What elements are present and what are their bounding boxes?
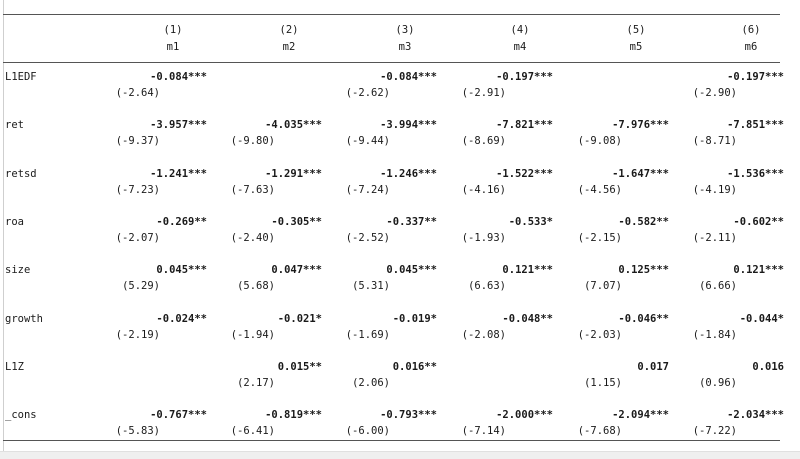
- coefficient-cell: -0.337**: [386, 215, 437, 228]
- t-stat-cell: (-2.19): [115, 328, 160, 341]
- column-number: (3): [395, 24, 415, 36]
- coefficient-cell: 0.045***: [156, 264, 207, 277]
- coefficient-cell: 0.016: [752, 360, 784, 373]
- t-stat-cell: (7.07): [584, 280, 622, 293]
- coefficient-cell: -0.084***: [380, 71, 437, 83]
- row-label: growth: [5, 312, 43, 325]
- t-stat-cell: (-7.68): [577, 425, 622, 438]
- coefficient-cell: -0.046**: [618, 312, 669, 325]
- table-left-edge: [3, 0, 4, 452]
- coefficient-cell: -1.241***: [150, 167, 207, 180]
- t-stat-cell: (-8.69): [461, 135, 506, 148]
- column-number: (6): [741, 24, 761, 36]
- row-label: roa: [5, 215, 24, 228]
- t-stat-cell: (1.15): [584, 376, 622, 389]
- coefficient-cell: -0.533*: [508, 215, 553, 228]
- t-stat-cell: (-2.15): [577, 231, 622, 244]
- t-stat-cell: (-5.83): [115, 425, 160, 438]
- row-label: L1Z: [5, 360, 24, 373]
- coefficient-cell: -0.305**: [271, 215, 322, 228]
- t-stat-cell: (-2.07): [115, 231, 160, 244]
- coefficient-cell: -0.269**: [156, 215, 207, 228]
- coefficient-cell: 0.125***: [618, 264, 669, 277]
- t-stat-cell: (-1.94): [230, 328, 275, 341]
- t-stat-cell: (5.68): [237, 280, 275, 293]
- column-number: (1): [163, 24, 183, 36]
- t-stat-cell: (-1.84): [692, 328, 737, 341]
- t-stat-cell: (-4.16): [461, 183, 506, 196]
- t-stat-cell: (-6.41): [230, 425, 275, 438]
- t-stat-cell: (-9.08): [577, 135, 622, 148]
- coefficient-cell: -1.647***: [612, 167, 669, 180]
- coefficient-cell: -4.035***: [265, 119, 322, 132]
- coefficient-cell: 0.045***: [386, 264, 437, 277]
- coefficient-cell: -1.522***: [496, 167, 553, 180]
- t-stat-cell: (-7.14): [461, 425, 506, 438]
- coefficient-cell: -0.197***: [496, 71, 553, 83]
- coefficient-cell: -0.044*: [739, 312, 784, 325]
- coefficient-cell: 0.016**: [392, 360, 437, 373]
- header-rule: [3, 62, 780, 63]
- column-name: m3: [398, 41, 412, 53]
- bottom-rule: [3, 440, 780, 441]
- row-label: retsd: [5, 167, 37, 180]
- t-stat-cell: (2.17): [237, 376, 275, 389]
- coefficient-cell: -0.582**: [618, 215, 669, 228]
- coefficient-cell: -1.291***: [265, 167, 322, 180]
- t-stat-cell: (-2.52): [345, 231, 390, 244]
- coefficient-cell: -2.034***: [727, 409, 784, 422]
- t-stat-cell: (-2.91): [461, 87, 506, 99]
- coefficient-cell: -0.048**: [502, 312, 553, 325]
- coefficient-cell: -3.957***: [150, 119, 207, 132]
- t-stat-cell: (-9.37): [115, 135, 160, 148]
- t-stat-cell: (-8.71): [692, 135, 737, 148]
- column-number: (5): [626, 24, 646, 36]
- coefficient-cell: -0.021*: [277, 312, 322, 325]
- top-rule: [3, 14, 780, 15]
- t-stat-cell: (-9.44): [345, 135, 390, 148]
- coefficient-cell: -3.994***: [380, 119, 437, 132]
- coefficient-cell: -1.536***: [727, 167, 784, 180]
- coefficient-cell: -0.084***: [150, 71, 207, 83]
- t-stat-cell: (-7.22): [692, 425, 737, 438]
- coefficient-cell: -0.197***: [727, 71, 784, 83]
- t-stat-cell: (5.29): [122, 280, 160, 293]
- t-stat-cell: (-2.62): [345, 87, 390, 99]
- coefficient-cell: -2.094***: [612, 409, 669, 422]
- horizontal-scrollbar[interactable]: [0, 451, 800, 459]
- coefficient-cell: -0.767***: [150, 409, 207, 422]
- t-stat-cell: (-1.93): [461, 231, 506, 244]
- column-name: m2: [282, 41, 296, 53]
- t-stat-cell: (5.31): [352, 280, 390, 293]
- t-stat-cell: (-2.64): [115, 87, 160, 99]
- column-name: m1: [166, 41, 180, 53]
- column-number: (4): [510, 24, 530, 36]
- coefficient-cell: 0.121***: [733, 264, 784, 277]
- column-name: m5: [629, 41, 643, 53]
- coefficient-cell: -0.602**: [733, 215, 784, 228]
- t-stat-cell: (6.66): [699, 280, 737, 293]
- coefficient-cell: -1.246***: [380, 167, 437, 180]
- t-stat-cell: (-7.24): [345, 183, 390, 196]
- t-stat-cell: (0.96): [699, 376, 737, 389]
- row-label: _cons: [5, 409, 37, 422]
- coefficient-cell: -0.019*: [392, 312, 437, 325]
- t-stat-cell: (-7.63): [230, 183, 275, 196]
- row-label: size: [5, 264, 31, 277]
- coefficient-cell: 0.121***: [502, 264, 553, 277]
- t-stat-cell: (-9.80): [230, 135, 275, 148]
- coefficient-cell: -7.976***: [612, 119, 669, 132]
- coefficient-cell: -0.819***: [265, 409, 322, 422]
- coefficient-cell: 0.017: [637, 360, 669, 373]
- coefficient-cell: -7.851***: [727, 119, 784, 132]
- t-stat-cell: (-2.08): [461, 328, 506, 341]
- t-stat-cell: (-2.03): [577, 328, 622, 341]
- row-label: ret: [5, 119, 24, 132]
- t-stat-cell: (-2.90): [692, 87, 737, 99]
- t-stat-cell: (-4.19): [692, 183, 737, 196]
- column-number: (2): [279, 24, 299, 36]
- t-stat-cell: (6.63): [468, 280, 506, 293]
- coefficient-cell: -7.821***: [496, 119, 553, 132]
- coefficient-cell: -0.793***: [380, 409, 437, 422]
- coefficient-cell: 0.015**: [277, 360, 322, 373]
- coefficient-cell: 0.047***: [271, 264, 322, 277]
- t-stat-cell: (-2.40): [230, 231, 275, 244]
- t-stat-cell: (-7.23): [115, 183, 160, 196]
- column-name: m6: [744, 41, 758, 53]
- coefficient-cell: -2.000***: [496, 409, 553, 422]
- t-stat-cell: (-2.11): [692, 231, 737, 244]
- t-stat-cell: (2.06): [352, 376, 390, 389]
- row-label: L1EDF: [5, 71, 37, 83]
- t-stat-cell: (-1.69): [345, 328, 390, 341]
- t-stat-cell: (-6.00): [345, 425, 390, 438]
- t-stat-cell: (-4.56): [577, 183, 622, 196]
- coefficient-cell: -0.024**: [156, 312, 207, 325]
- column-name: m4: [513, 41, 527, 53]
